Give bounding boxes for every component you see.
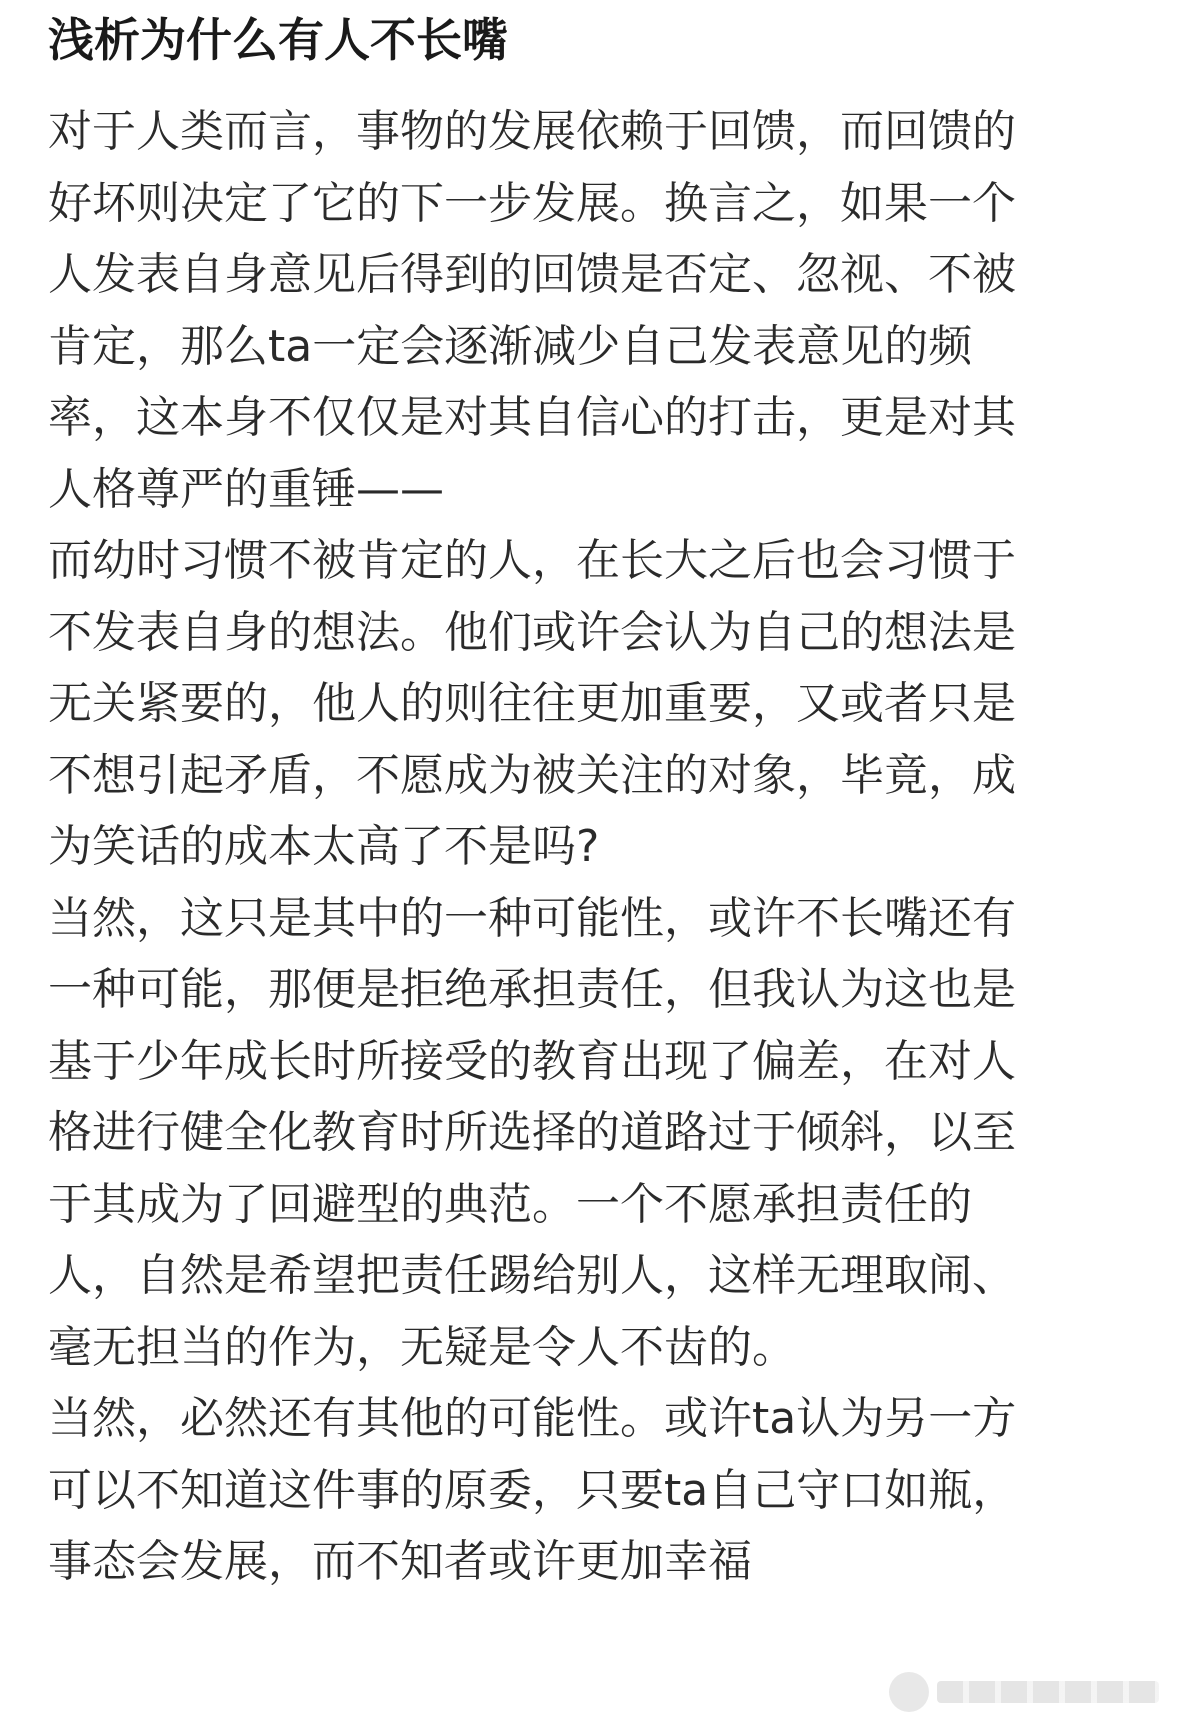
article-line: 好坏则决定了它的下一步发展。换言之，如果一个 <box>48 177 1016 229</box>
article-body <box>48 96 1128 1598</box>
watermark-avatar-icon <box>889 1672 929 1712</box>
article-line: 一种可能，那便是拒绝承担责任，但我认为这也是 <box>48 964 1016 1015</box>
article-line: 对于人类而言，事物的发展依赖于回馈，而回馈的 <box>48 106 1016 157</box>
article-line: 于其成为了回避型的典范。一个不愿承担责任的 <box>48 1178 972 1230</box>
article-line: 无关紧要的，他人的则往往更加重要，又或者只是 <box>48 678 1016 729</box>
article-line: 事态会发展，而不知者或许更加幸福 <box>48 1536 752 1587</box>
article-title: 浅析为什么有人不长嘴 <box>48 13 508 67</box>
article-line: 毫无担当的作为，无疑是令人不齿的。 <box>48 1321 796 1373</box>
article-line: 人，自然是希望把责任踢给别人，这样无理取闹、 <box>48 1250 1016 1301</box>
article-line: 人格尊严的重锤—— <box>48 463 444 515</box>
article-line: 为笑话的成本太高了不是吗? <box>48 821 600 872</box>
watermark-logo-icon <box>889 1670 1159 1714</box>
article-line: 当然，必然还有其他的可能性。或许ta认为另一方 <box>48 1393 1017 1444</box>
article-line: 当然，这只是其中的一种可能性，或许不长嘴还有 <box>48 892 1016 944</box>
article-line: 肯定，那么ta一定会逐渐减少自己发表意见的频 <box>48 320 973 372</box>
watermark-text-blur <box>937 1681 1159 1703</box>
article-line: 可以不知道这件事的原委，只要ta自己守口如瓶， <box>48 1464 1017 1516</box>
article-line: 不发表自身的想法。他们或许会认为自己的想法是 <box>48 606 1016 658</box>
article-line: 格进行健全化教育时所选择的道路过于倾斜，以至 <box>48 1107 1016 1158</box>
article-line: 基于少年成长时所接受的教育出现了偏差，在对人 <box>48 1035 1016 1087</box>
article-line: 率，这本身不仅仅是对其自信心的打击，更是对其 <box>48 392 1016 443</box>
article-line: 不想引起矛盾，不愿成为被关注的对象，毕竟，成 <box>48 749 1016 801</box>
article-line: 而幼时习惯不被肯定的人，在长大之后也会习惯于 <box>48 535 1016 586</box>
article-line: 人发表自身意见后得到的回馈是否定、忽视、不被 <box>48 249 1016 300</box>
